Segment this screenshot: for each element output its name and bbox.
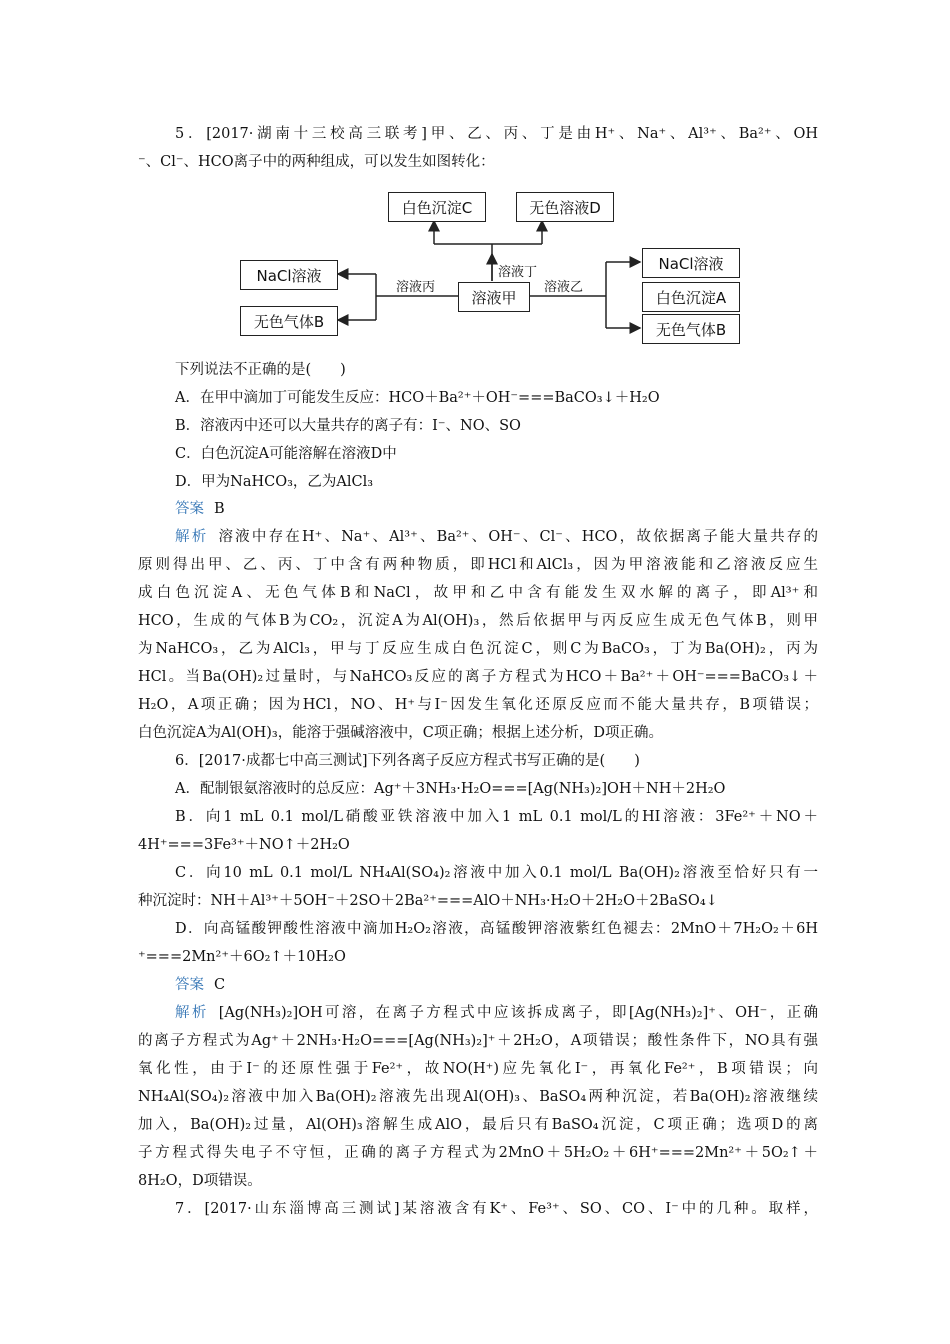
q6-stem: 6．[2017·成都七中高三测试]下列各离子反应方程式书写正确的是( ) — [175, 753, 640, 769]
q5-option-a: A．在甲中滴加丁可能发生反应：HCO＋Ba²⁺＋OH⁻===BaCO₃↓＋H₂O — [175, 390, 660, 406]
q5-analysis-7: H₂O，A项正确；因为HCl，NO、H⁺与I⁻因发生氧化还原反应而不能大量共存，B项错误； — [138, 697, 818, 713]
q6-option-c-2: 种沉淀时：NH＋Al³⁺＋5OH⁻＋2SO＋2Ba²⁺===AlO＋NH₃·H₂O＋2H₂O＋2BaSO₄↓ — [138, 893, 718, 909]
label-solution-bing: 溶液丙 — [396, 280, 436, 295]
q5-analysis-4: HCO，生成的气体B为CO₂，沉淀A为Al(OH)₃，然后依据甲与丙反应生成无色气体B，则甲 — [138, 613, 818, 629]
q5-analysis-2: 原则得出甲、乙、丙、丁中含有两种物质，即HCl和AlCl₃，因为甲溶液能和乙溶液反应生 — [138, 557, 818, 573]
q6-option-b-2: 4H⁺===3Fe³⁺＋NO↑＋2H₂O — [138, 837, 350, 853]
q5-stem: 下列说法不正确的是( ) — [175, 362, 346, 378]
box-nacl-left: NaCl溶液 — [240, 260, 338, 290]
answer-label: 答案 — [175, 977, 204, 993]
q6-analysis-6: 子方程式得失电子不守恒，正确的离子方程式为2MnO＋5H₂O₂＋6H⁺===2Mn²⁺＋5O₂↑＋ — [138, 1145, 818, 1161]
q5-line-2: ⁻、Cl⁻、HCO离子中的两种组成，可以发生如图转化： — [138, 154, 495, 170]
box-white-precipitate-c: 白色沉淀C — [388, 192, 486, 222]
label-solution-yi: 溶液乙 — [544, 280, 584, 295]
q6-analysis-3: 氧化性，由于I⁻的还原性强于Fe²⁺，故NO(H⁺)应先氧化I⁻，再氧化Fe²⁺，B项错误；向 — [138, 1061, 818, 1077]
q6-analysis-1 — [175, 1003, 818, 1023]
analysis-label: 解析 — [175, 1005, 209, 1021]
q7-stem: 7．[2017·山东淄博高三测试]某溶液含有K⁺、Fe³⁺、SO、CO、I⁻中的几种。取样， — [175, 1201, 818, 1217]
analysis-label: 解析 — [175, 529, 209, 545]
analysis-text: [Ag(NH₃)₂]OH可溶，在离子方程式中应该拆成离子，即[Ag(NH₃)₂]⁺、OH⁻，正确 — [218, 1005, 818, 1021]
q6-option-d-1: D．向高锰酸钾酸性溶液中滴加H₂O₂溶液，高锰酸钾溶液紫红色褪去：2MnO＋7H₂O₂＋6H — [175, 921, 818, 937]
q6-analysis-2: 的离子方程式为Ag⁺＋2NH₃·H₂O===[Ag(NH₃)₂]⁺＋2H₂O，A项错误；酸性条件下，NO具有强 — [138, 1033, 818, 1049]
analysis-text: 溶液中存在H⁺、Na⁺、Al³⁺、Ba²⁺、OH⁻、Cl⁻、HCO，故依据离子能大量共存的 — [218, 529, 819, 545]
box-nacl-right: NaCl溶液 — [642, 248, 740, 278]
box-colorless-solution-d: 无色溶液D — [516, 192, 614, 222]
q5-analysis-1 — [175, 527, 818, 547]
q6-analysis-4: NH₄Al(SO₄)₂溶液中加入Ba(OH)₂溶液先出现Al(OH)₃、BaSO₄两种沉淀，若Ba(OH)₂溶液继续 — [138, 1089, 818, 1105]
box-solution-jia: 溶液甲 — [458, 282, 530, 312]
q5-analysis-5: 为NaHCO₃，乙为AlCl₃，甲与丁反应生成白色沉淀C，则C为BaCO₃，丁为Ba(OH)₂，丙为 — [138, 641, 818, 657]
answer-value: C — [214, 977, 226, 993]
q6-option-d-2: ⁺===2Mn²⁺＋6O₂↑＋10H₂O — [138, 949, 346, 965]
q5-analysis-3: 成白色沉淀A、无色气体B和NaCl，故甲和乙中含有能发生双水解的离子，即Al³⁺和 — [138, 585, 818, 601]
q5-option-c: C．白色沉淀A可能溶解在溶液D中 — [175, 446, 397, 462]
q6-analysis-7: 8H₂O，D项错误。 — [138, 1173, 262, 1189]
q6-analysis-5: 加入，Ba(OH)₂过量，Al(OH)₃溶解生成AlO，最后只有BaSO₄沉淀，C项正确；选项D的离 — [138, 1117, 818, 1133]
q5-analysis-8: 白色沉淀A为Al(OH)₃，能溶于强碱溶液中，C项正确；根据上述分析，D项正确。 — [138, 725, 663, 741]
q6-option-c-1: C．向10 mL 0.1 mol/L NH₄Al(SO₄)₂溶液中加入0.1 mol/L Ba(OH)₂溶液至恰好只有一 — [175, 865, 818, 881]
label-solution-ding: 溶液丁 — [498, 265, 538, 280]
answer-value: B — [214, 501, 225, 517]
q6-option-b-1: B．向1 mL 0.1 mol/L硝酸亚铁溶液中加入1 mL 0.1 mol/L的HI溶液：3Fe²⁺＋NO＋ — [175, 809, 818, 825]
conversion-diagram — [226, 186, 756, 352]
q6-option-a: A．配制银氨溶液时的总反应：Ag⁺＋3NH₃·H₂O===[Ag(NH₃)₂]OH＋NH＋2H₂O — [175, 781, 726, 797]
q5-line-1: 5．[2017·湖南十三校高三联考]甲、乙、丙、丁是由H⁺、Na⁺、Al³⁺、Ba²⁺、OH — [175, 126, 818, 142]
q5-analysis-6: HCl。当Ba(OH)₂过量时，与NaHCO₃反应的离子方程式为HCO＋Ba²⁺＋OH⁻===BaCO₃↓＋ — [138, 669, 818, 685]
q5-option-d: D．甲为NaHCO₃，乙为AlCl₃ — [175, 474, 374, 490]
q5-answer — [175, 499, 225, 519]
q6-answer — [175, 975, 225, 995]
box-gas-b-left: 无色气体B — [240, 306, 338, 336]
box-white-precipitate-a: 白色沉淀A — [642, 282, 740, 312]
answer-label: 答案 — [175, 501, 204, 517]
box-gas-b-right: 无色气体B — [642, 314, 740, 344]
q5-option-b: B．溶液丙中还可以大量共存的离子有：I⁻、NO、SO — [175, 418, 521, 434]
